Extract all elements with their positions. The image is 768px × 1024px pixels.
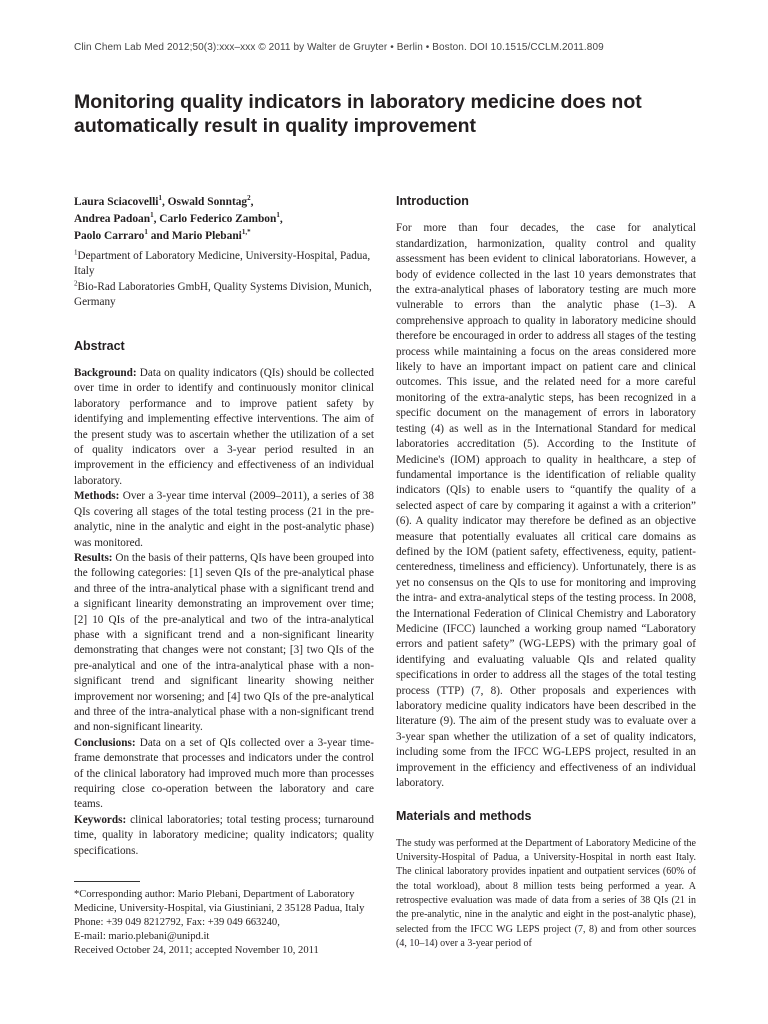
author-list: Laura Sciacovelli$^1$, Oswald Sonntag$^2$, Andrea Padoan$^1$, Carlo Federico Zambon$^1$, Paolo Carraro$^1$ and Mario Plebani$^{1,*}$ <box>74 194 283 242</box>
author-affiliation-mark: 1 <box>158 194 162 203</box>
abstract-background: Background: Data on quality indicators (QIs) should be collected over time in order to identify and continuously monitor clinical laboratory performance and to improve patient safety by identifying and implementing effective interventions. The aim of the present study was to ascertain whether the utilization of a set of quality indicators over a 3-year period resulted in an improvement in the efficiency and effectiveness of an individual laboratory. <box>74 367 375 487</box>
methods-heading: Materials and methods <box>396 809 532 824</box>
abstract-results: Results: On the basis of their patterns, QIs have been grouped into the following categories: [1] seven QIs of the pre-analytical phase and three of the intra-analytical phase with a significant trend and a significant linearity demonstrating an improvement over time; [2] 10 QIs of the pre-analytical and two of the intra-analytical phase with a significant trend and a non-significant linearity demonstrating that changes were not constant; [3] two QIs of the pre-analytical and one of the intra-analytical phase with a non-significant trend and significant linearity showing neither improvement nor worsening; and [4] two QIs of the pre-analytical and three of the intra-analytical phase with a non-significant trend and non-significant linearity. <box>74 551 374 734</box>
methods-paragraph: The study was performed at the Department of Laboratory Medicine of the University-Hospital of Padua, a University-Hospital in north east Italy. The clinical laboratory provides inpatient and outpatient services (60% of the total workload), about 8 million tests being performed a year. A retrospective evaluation was made of data from a series of 38 QIs (21 in the pre-analytic, nine in the analytic and eight in the post-analytic phase), selected from the IFCC WG LEPS project (7, 8) and from other sources (4, 10–14) over a 3-year period of <box>396 837 696 949</box>
introduction-heading: Introduction <box>396 194 469 208</box>
received-dates: Received October 24, 2011; accepted November 10, 2011 <box>74 945 319 957</box>
abstract-body <box>74 366 374 859</box>
right-column <box>396 194 696 951</box>
contact-email: E-mail: mario.plebani@unipd.it <box>74 931 210 943</box>
contact-phone: Phone: +39 049 8212792, Fax: +39 049 663240, <box>74 917 280 929</box>
abstract-methods: Methods: Over a 3-year time interval (2009–2011), a series of 38 QIs covering all stages of the total testing process (21 in the pre-analytic, nine in the analytic and eight in the post-analytic phase) was monitored. <box>74 490 374 549</box>
author-name: Paolo Carraro <box>74 230 145 242</box>
author-affiliation-mark: 1 <box>276 211 280 220</box>
article-title: Monitoring quality indicators in laboratory medicine does not automatically result in quality improvement <box>74 91 642 137</box>
author-name: Laura Sciacovelli <box>74 196 159 208</box>
author-affiliation-mark: 1,* <box>241 228 251 237</box>
abstract-heading: Abstract <box>74 338 125 353</box>
affiliation-list <box>74 249 374 311</box>
left-column <box>74 194 374 958</box>
introduction-paragraph: For more than four decades, the case for analytical standardization, harmonization, quality control and quality assessment has been evident to clinical laboratorians. However, a body of evidence collected in the last 10 years demonstrates that the extra-analytical phases of laboratory testing are much more vulnerable to errors than the analytic phase (1–3). A comprehensive approach to quality in laboratory medicine should therefore be encouraged in order to address all stages of the testing process while maintaining a focus on the areas considered more likely to have an important impact on patient care and clinical outcomes. This issue, and the related need for a more careful monitoring of the extra-analytic steps, has been recognized in a specific document on the management of errors in laboratory testing (4) as well as in the International Standard for medical laboratories accreditation (5). According to the Institute of Medicine's (IOM) approach to quality in healthcare, a step of fundamental importance is the identification of reliable quality indicators (QIs) to enable users to “quantify the quality of a selected aspect of care by comparing it against a with a criterion” (6). A quality indicator may therefore be defined as an objective measure that potentially evaluates all critical care domains as defined by the IOM (patient safety, effectiveness, equity, patient-centeredness, timeliness and efficiency). Unfortunately, there is as yet no consensus on the QIs to use for monitoring and improving the intra- and extra-analytical steps of the testing process. In 2008, the International Federation of Clinical Chemistry and Laboratory Medicine (IFCC) launched a working group named “Laboratory errors and patient safety” (WG-LEPS) with the primary goal of identifying and evaluating valuable QIs and related quality specifications in order to address all the stages of the total testing process (TTP) (7, 8). Other proposals and experiences with laboratory medicine quality indicators have been described in the literature (9). The aim of the present study was to evaluate over a 3-year span whether the utilization of a set of quality indicators, including some from the IFCC WG-LEPS project, resulted in an improvement in the efficiency and effectiveness of an individual laboratory. <box>396 222 696 790</box>
affiliation-item: $^1$Department of Laboratory Medicine, University-Hospital, Padua, Italy <box>74 248 371 278</box>
affiliation-item: $^2$Bio-Rad Laboratories GmbH, Quality Systems Division, Munich, Germany <box>74 279 372 309</box>
journal-citation-header: Clin Chem Lab Med 2012;50(3):xxx–xxx © 2011 by Walter de Gruyter • Berlin • Boston. DOI 10.1515/CCLM.2011.809 <box>74 42 604 53</box>
author-name: , Oswald Sonntag <box>161 196 248 208</box>
abstract-conclusions: Conclusions: Data on a set of QIs collected over a 3-year time-frame demonstrate that processes and indicators under the control of the clinical laboratory had improved much more than processes requiring close co-operation between the laboratory and care teams. <box>74 736 374 811</box>
footnote-divider <box>74 881 140 882</box>
corresponding-author-footnote <box>74 888 374 958</box>
methods-body <box>396 837 696 951</box>
corresponding-author-line: *Corresponding author: Mario Plebani, Department of Laboratory Medicine, University-Hospital, via Giustiniani, 2 35128 Padua, Italy <box>74 889 365 915</box>
author-name: , Carlo Federico Zambon <box>153 213 277 225</box>
keywords: Keywords: clinical laboratories; total testing process; turnaround time, quality in laboratory medicine; quality indicators; quality specifications. <box>74 813 374 857</box>
author-affiliation-mark: 2 <box>247 194 251 203</box>
author-name: and Mario Plebani <box>147 230 242 242</box>
introduction-body <box>396 221 696 791</box>
author-name: Andrea Padoan <box>74 213 151 225</box>
author-affiliation-mark: 1 <box>144 228 148 237</box>
author-affiliation-mark: 1 <box>150 211 154 220</box>
